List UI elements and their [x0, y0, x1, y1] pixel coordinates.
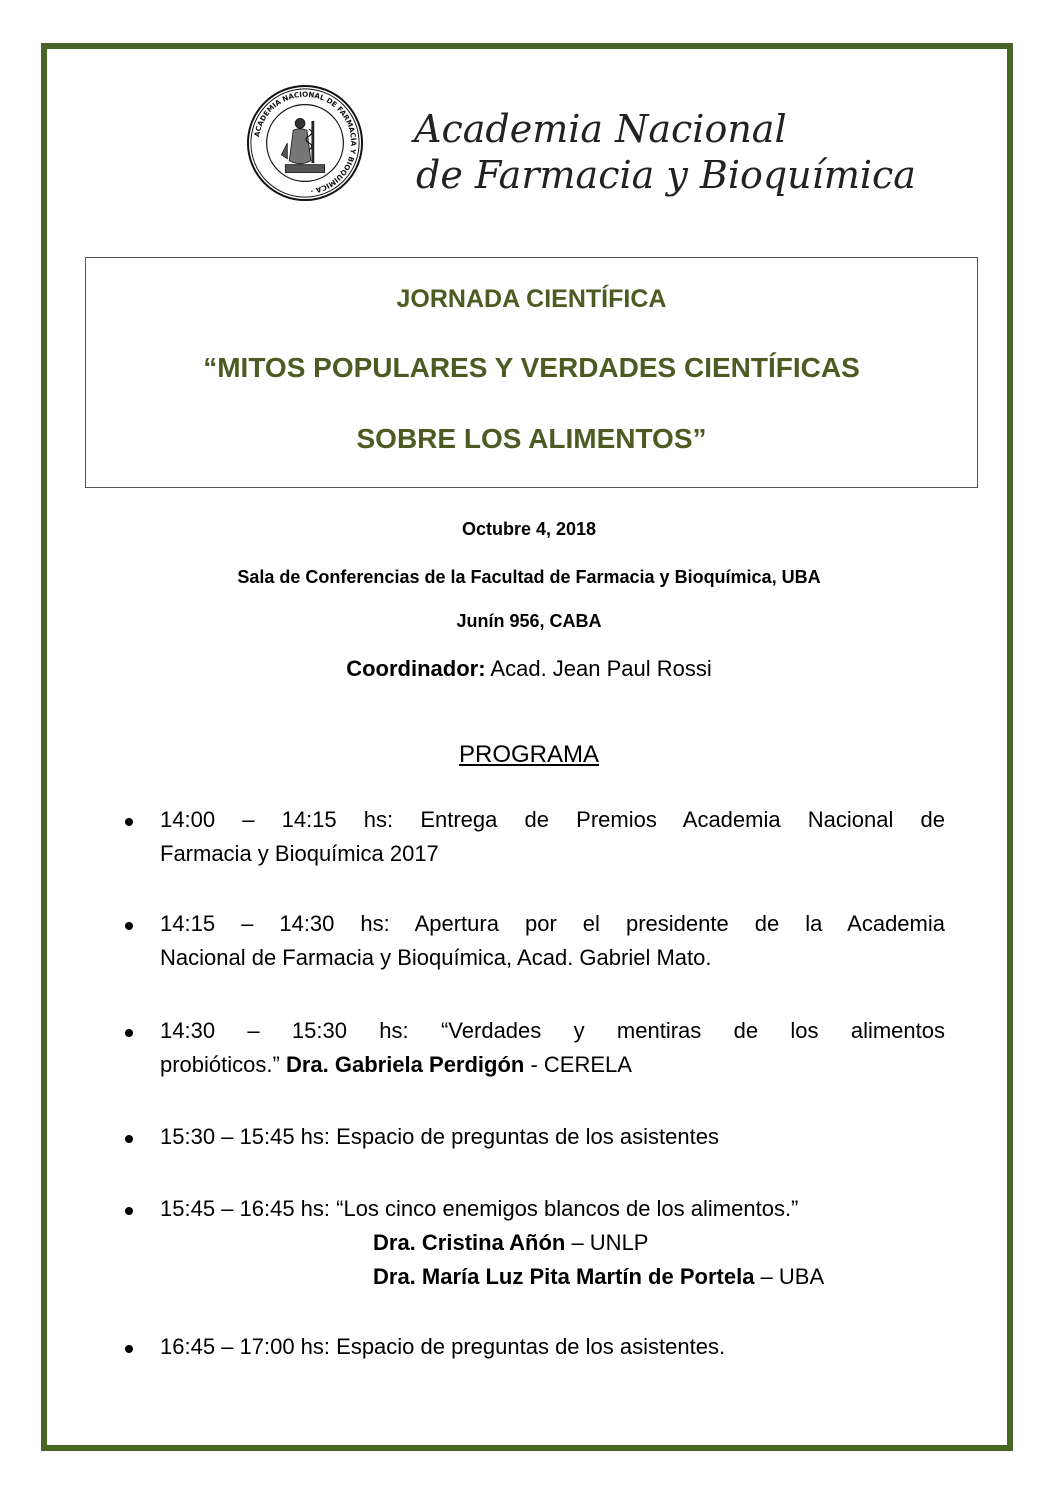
- coordinator-label: Coordinador:: [346, 656, 486, 681]
- bullet-icon: [125, 1207, 133, 1215]
- agenda-item-text: Farmacia y Bioquímica 2017: [160, 841, 439, 866]
- bullet-icon: [125, 1345, 133, 1353]
- logo-line-1: Academia Nacional: [414, 107, 787, 151]
- agenda-item-text: 15:45 – 16:45 hs: “Los cinco enemigos blancos de los alimentos.”: [160, 1196, 799, 1221]
- event-type: JORNADA CIENTÍFICA: [396, 285, 667, 313]
- agenda-item: [125, 907, 945, 975]
- agenda-item-text: 15:30 – 15:45 hs: Espacio de preguntas de los asistentes: [160, 1124, 719, 1149]
- event-venue: Sala de Conferencias de la Facultad de Farmacia y Bioquímica, UBA: [237, 567, 821, 587]
- academy-name-logotype: [414, 106, 916, 198]
- programa-heading: PROGRAMA: [458, 741, 599, 768]
- agenda-item-text: 16:45 – 17:00 hs: Espacio de preguntas de los asistentes.: [160, 1334, 726, 1359]
- bullet-icon: [125, 1135, 133, 1143]
- bullet-icon: [125, 818, 133, 826]
- speaker-name: Dra. María Luz Pita Martín de Portela: [373, 1264, 755, 1289]
- agenda-item: [125, 1330, 945, 1364]
- agenda-item-text: probióticos.”: [160, 1052, 286, 1077]
- agenda-item: [125, 1014, 945, 1082]
- speaker-name: Dra. Cristina Añón: [373, 1230, 566, 1255]
- agenda-item: [125, 803, 945, 871]
- bullet-icon: [125, 922, 133, 930]
- coordinator: [0, 656, 1058, 682]
- event-title-line-1: “MITOS POPULARES Y VERDADES CIENTÍFICAS: [203, 352, 860, 383]
- agenda-item-text: 14:00 – 14:15 hs: Entrega de Premios Academia Nacional de: [160, 807, 945, 832]
- coordinator-name: Acad. Jean Paul Rossi: [485, 656, 712, 681]
- speaker-affiliation: - CERELA: [524, 1052, 632, 1077]
- speaker-affiliation: – UNLP: [565, 1230, 649, 1255]
- agenda-item-text: Nacional de Farmacia y Bioquímica, Acad. Gabriel Mato.: [160, 945, 712, 970]
- logo-line-2: de Farmacia y Bioquímica: [416, 153, 916, 197]
- speaker-affiliation: – UBA: [754, 1264, 825, 1289]
- event-date: Octubre 4, 2018: [461, 519, 597, 539]
- academy-seal-logo: [246, 84, 364, 202]
- agenda-item-text: 14:30 – 15:30 hs: “Verdades y mentiras de los alimentos: [160, 1018, 945, 1043]
- event-title-line-2: SOBRE LOS ALIMENTOS”: [356, 423, 707, 454]
- event-address: Junín 956, CABA: [456, 611, 602, 631]
- speaker-name: Dra. Gabriela Perdigón: [285, 1052, 525, 1077]
- bullet-icon: [125, 1029, 133, 1037]
- svg-text:ACADEMIA NACIONAL DE FARMACIA: ACADEMIA NACIONAL DE FARMACIA Y BIOQUIMICA ·: [252, 89, 359, 196]
- event-title-box: [85, 257, 978, 488]
- agenda-item-text: 14:15 – 14:30 hs: Apertura por el presidente de la Academia: [160, 911, 945, 936]
- agenda-item: [125, 1192, 945, 1294]
- agenda-item: [125, 1120, 945, 1154]
